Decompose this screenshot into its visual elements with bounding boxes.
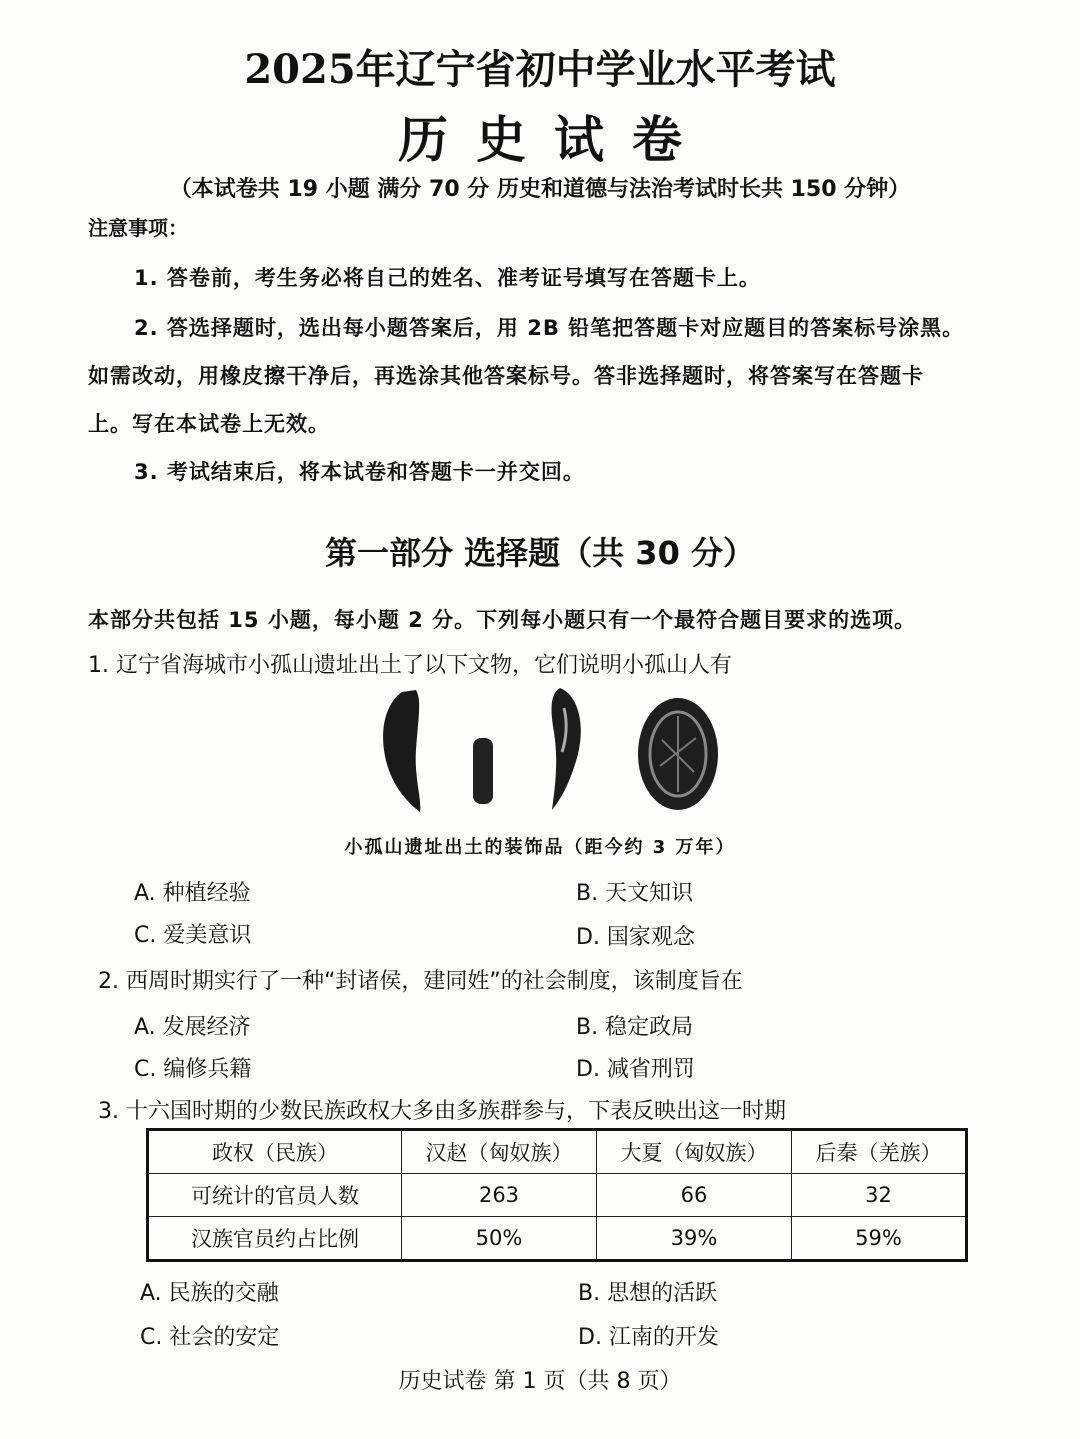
table-cell: 59%	[792, 1217, 967, 1261]
table-row	[148, 1217, 967, 1261]
artifact-bead	[473, 738, 493, 804]
note-item: 1. 答卷前，考生务必将自己的姓名、准考证号填写在答题卡上。	[134, 266, 761, 290]
exam-title: 2025年辽宁省初中学业水平考试	[244, 46, 836, 93]
option-c: C. 编修兵籍	[134, 1057, 252, 1082]
notes-heading: 注意事项：	[88, 216, 188, 240]
table-row	[148, 1174, 967, 1217]
note-item: 如需改动，用橡皮擦干净后，再选涂其他答案标号。答非选择题时，将答案写在答题卡	[88, 364, 924, 388]
option-b: B. 思想的活跃	[578, 1281, 718, 1306]
table-cell: 66	[597, 1174, 792, 1217]
note-item: 3. 考试结束后，将本试卷和答题卡一并交回。	[134, 460, 585, 484]
subject-title: 历史试卷	[398, 110, 710, 169]
option-b: B. 天文知识	[576, 881, 694, 906]
note-item: 上。写在本试卷上无效。	[88, 412, 330, 436]
artifact-pendant-2	[552, 688, 581, 810]
option-a: A. 种植经验	[134, 881, 251, 906]
table-cell: 263	[402, 1174, 597, 1217]
page-footer: 历史试卷 第 1 页（共 8 页）	[398, 1369, 682, 1394]
option-c: C. 社会的安定	[140, 1325, 280, 1350]
question-2-stem: 2. 西周时期实行了一种“封诸侯，建同姓”的社会制度，该制度旨在	[98, 969, 743, 994]
table-cell: 32	[792, 1174, 967, 1217]
option-d: D. 江南的开发	[578, 1325, 719, 1350]
artifact-caption: 小孤山遗址出土的装饰品（距今约 3 万年）	[344, 837, 736, 858]
option-d: D. 减省刑罚	[576, 1057, 695, 1082]
table-cell: 可统计的官员人数	[148, 1174, 402, 1217]
artifact-images	[360, 680, 740, 820]
section-intro: 本部分共包括 15 小题，每小题 2 分。下列每小题只有一个最符合题目要求的选项。	[88, 608, 917, 632]
note-item: 2. 答选择题时，选出每小题答案后，用 2B 铅笔把答题卡对应题目的答案标号涂黑。	[134, 316, 965, 340]
exam-info: （本试卷共 19 小题 满分 70 分 历史和道德与法治考试时长共 150 分钟）	[169, 177, 911, 202]
option-a: A. 民族的交融	[140, 1281, 279, 1306]
artifact-pendant-1	[383, 690, 420, 812]
table-header-cell: 汉赵（匈奴族）	[402, 1130, 597, 1174]
option-b: B. 稳定政局	[576, 1015, 694, 1040]
option-a: A. 发展经济	[134, 1015, 251, 1040]
table-cell: 50%	[402, 1217, 597, 1261]
table-header-row	[148, 1130, 967, 1174]
table-cell: 39%	[597, 1217, 792, 1261]
table-header-cell: 政权（民族）	[148, 1130, 402, 1174]
table-cell: 汉族官员约占比例	[148, 1217, 402, 1261]
table-header-cell: 后秦（羌族）	[792, 1130, 967, 1174]
question-3-stem: 3. 十六国时期的少数民族政权大多由多族群参与，下表反映出这一时期	[98, 1099, 786, 1124]
question-1-stem: 1. 辽宁省海城市小孤山遗址出土了以下文物，它们说明小孤山人有	[88, 653, 732, 678]
table-header-cell: 大夏（匈奴族）	[597, 1130, 792, 1174]
section-title: 第一部分 选择题（共 30 分）	[325, 534, 755, 572]
option-d: D. 国家观念	[576, 925, 695, 950]
option-c: C. 爱美意识	[134, 923, 252, 948]
question-3-table	[146, 1128, 968, 1262]
